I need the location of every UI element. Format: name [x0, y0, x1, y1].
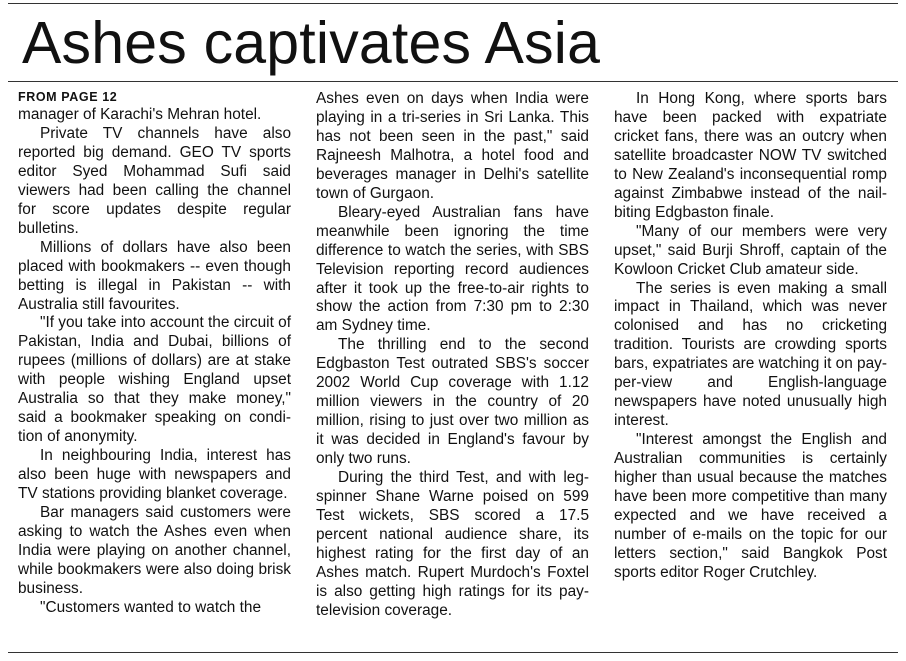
continuation-kicker: FROM PAGE 12 [18, 90, 118, 104]
paragraph: Millions of dollars have also been placed with bookmakers -- even though betting is illegal in Pakistan -- with Australia still favourites. [18, 238, 291, 313]
paragraph: Private TV channels have also reported big demand. GEO TV sports editor Syed Mohammad Sufi said viewers had been calling the channel for score updates despite regular bulletins. [18, 124, 291, 237]
paragraph: "Customers wanted to watch the [40, 598, 262, 616]
paragraph: Ashes even on days when India were playing in a tri-series in Sri Lanka. This has not been seen in the past," said Rajneesh Malhotra, a hotel food and beverages manager in Delhi's satellite town of Gurgaon. [316, 90, 589, 202]
paragraph: The series is even making a small impact in Thailand, which was never colonised and has no cricketing tradition. Tourists are crowding sports bars, expatriates are watching it on pay-per-view and English-language newspapers have noted unusually high interest. [614, 279, 887, 430]
paragraph: During the third Test, and with leg-spinner Shane Warne poised on 599 Test wickets, SBS scored a 17.5 percent national audience share, its highest rating for the first day of an Ashes match. Rupert Murdoch's Foxtel is also getting high ratings for its pay-television coverage. [316, 469, 589, 619]
paragraph: Bar managers said customers were asking to watch the Ashes even when India were playing on another channel, while bookmakers were also doing brisk business. [18, 504, 291, 597]
bottom-rule [8, 652, 898, 653]
paragraph: "Interest amongst the English and Australian communities is certainly higher than usual because the matches have been more competitive than many expected and we have received a number of e-mails on the topic for our letters section," said Bangkok Post sports editor Roger Crutchley. [614, 431, 887, 581]
paragraph: In neighbouring India, interest has also been huge with newspapers and TV stations providing blanket coverage. [18, 447, 291, 503]
column-3 [614, 90, 887, 583]
paragraph: Bleary-eyed Australian fans have meanwhile been ignoring the time difference to watch the series, with SBS Television reporting record audiences after it took up the free-to-air rights to show the action from 7:30 pm to 2:30 am Sydney time. [316, 203, 589, 335]
top-rule [8, 3, 898, 4]
column-1 [18, 90, 291, 618]
paragraph: The thrilling end to the second Edgbaston Test outrated SBS's soccer 2002 World Cup coverage with 1.12 million viewers in the country of 20 million, rising to just over two million as it was decided in England's favour by only two runs. [316, 336, 589, 468]
paragraph: "Many of our members were very upset," said Burji Shroff, captain of the Kowloon Cricket Club amateur side. [614, 222, 887, 278]
article-body [18, 90, 888, 650]
paragraph: manager of Karachi's Mehran hotel. [18, 106, 262, 123]
paragraph: "If you take into account the circuit of Pakistan, India and Dubai, billions of rupees (millions of dollars) are at stake with people wishing England upset Australia so that they make money," said a bookmaker speaking on condition of anonymity. [18, 314, 291, 446]
column-2 [316, 90, 589, 621]
paragraph: In Hong Kong, where sports bars have been packed with expatriate cricket fans, there was an outcry when satellite broadcaster NOW TV switched to New Zealand's inconsequential romp against Zimbabwe instead of the nail-biting Edgbaston finale. [614, 90, 887, 221]
headline-rule [8, 81, 898, 82]
headline: Ashes captivates Asia [22, 10, 601, 76]
